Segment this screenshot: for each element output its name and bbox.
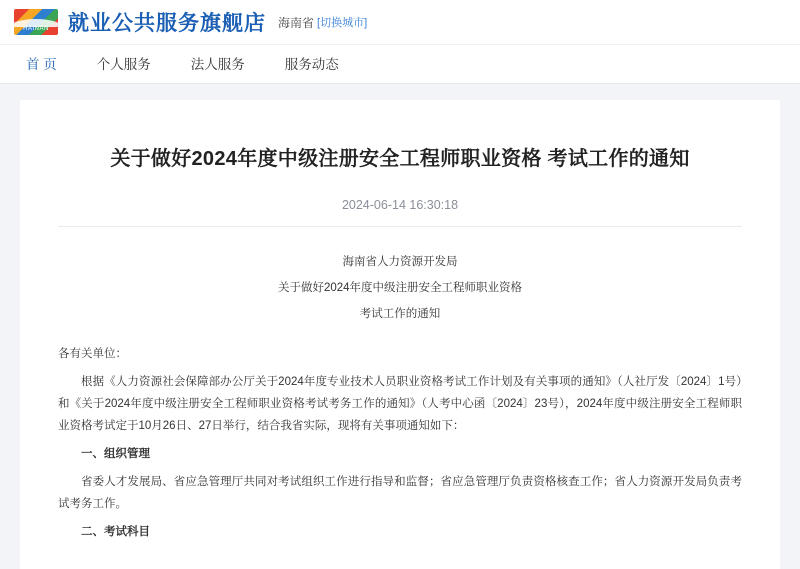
nav-item-personal-services[interactable]: 个人服务 (96, 56, 151, 72)
page-title: 关于做好2024年度中级注册安全工程师职业资格 考试工作的通知 (110, 148, 690, 170)
nav-item-legal-entity-services[interactable]: 法人服务 (190, 56, 245, 72)
publish-date: 2024-06-14 16:30:18 (58, 198, 742, 227)
nav-item-home[interactable]: 首 页 (26, 56, 57, 72)
paragraph-organization: 省委人才发展局、省应急管理厅共同对考试组织工作进行指导和监督；省应急管理厅负责资格核查工作；省人力资源开发局负责考试考务工作。 (58, 476, 742, 510)
document-subject-line-2: 考试工作的通知 (359, 308, 441, 320)
region-switch-link[interactable]: [切换城市] (317, 17, 368, 29)
paragraph-intro: 根据《人力资源社会保障部办公厅关于2024年度专业技术人员职业资格考试工作计划及有关事项的通知》（人社厅发〔2024〕1号）和《关于2024年度中级注册安全工程师职业资格考试考务工作的通知》（人考中心函〔2024〕23号），2024年度中级注册安全工程师职业资格考试定于10月26日、27日举行，结合我省实际，现将有关事项通知如下： (58, 376, 742, 432)
logo-text: HAINAN (23, 26, 49, 32)
paragraph-salutation: 各有关单位： (58, 348, 127, 360)
content-area (0, 84, 800, 569)
document-subject-line-1: 关于做好2024年度中级注册安全工程师职业资格 (277, 282, 523, 294)
main-nav (0, 44, 800, 84)
region-label: 海南省 (278, 15, 315, 30)
section-heading-organization: 一、组织管理 (81, 448, 150, 460)
hainan-logo-icon[interactable] (14, 9, 58, 35)
document-header (58, 249, 742, 327)
document-issuer: 海南省人力资源开发局 (342, 256, 458, 268)
site-header (0, 0, 800, 44)
article-card (20, 100, 780, 569)
section-heading-subjects: 二、考试科目 (81, 526, 150, 538)
site-title: 就业公共服务旗舰店 (68, 12, 266, 35)
nav-item-service-news[interactable]: 服务动态 (284, 56, 339, 72)
article-body (58, 343, 742, 543)
